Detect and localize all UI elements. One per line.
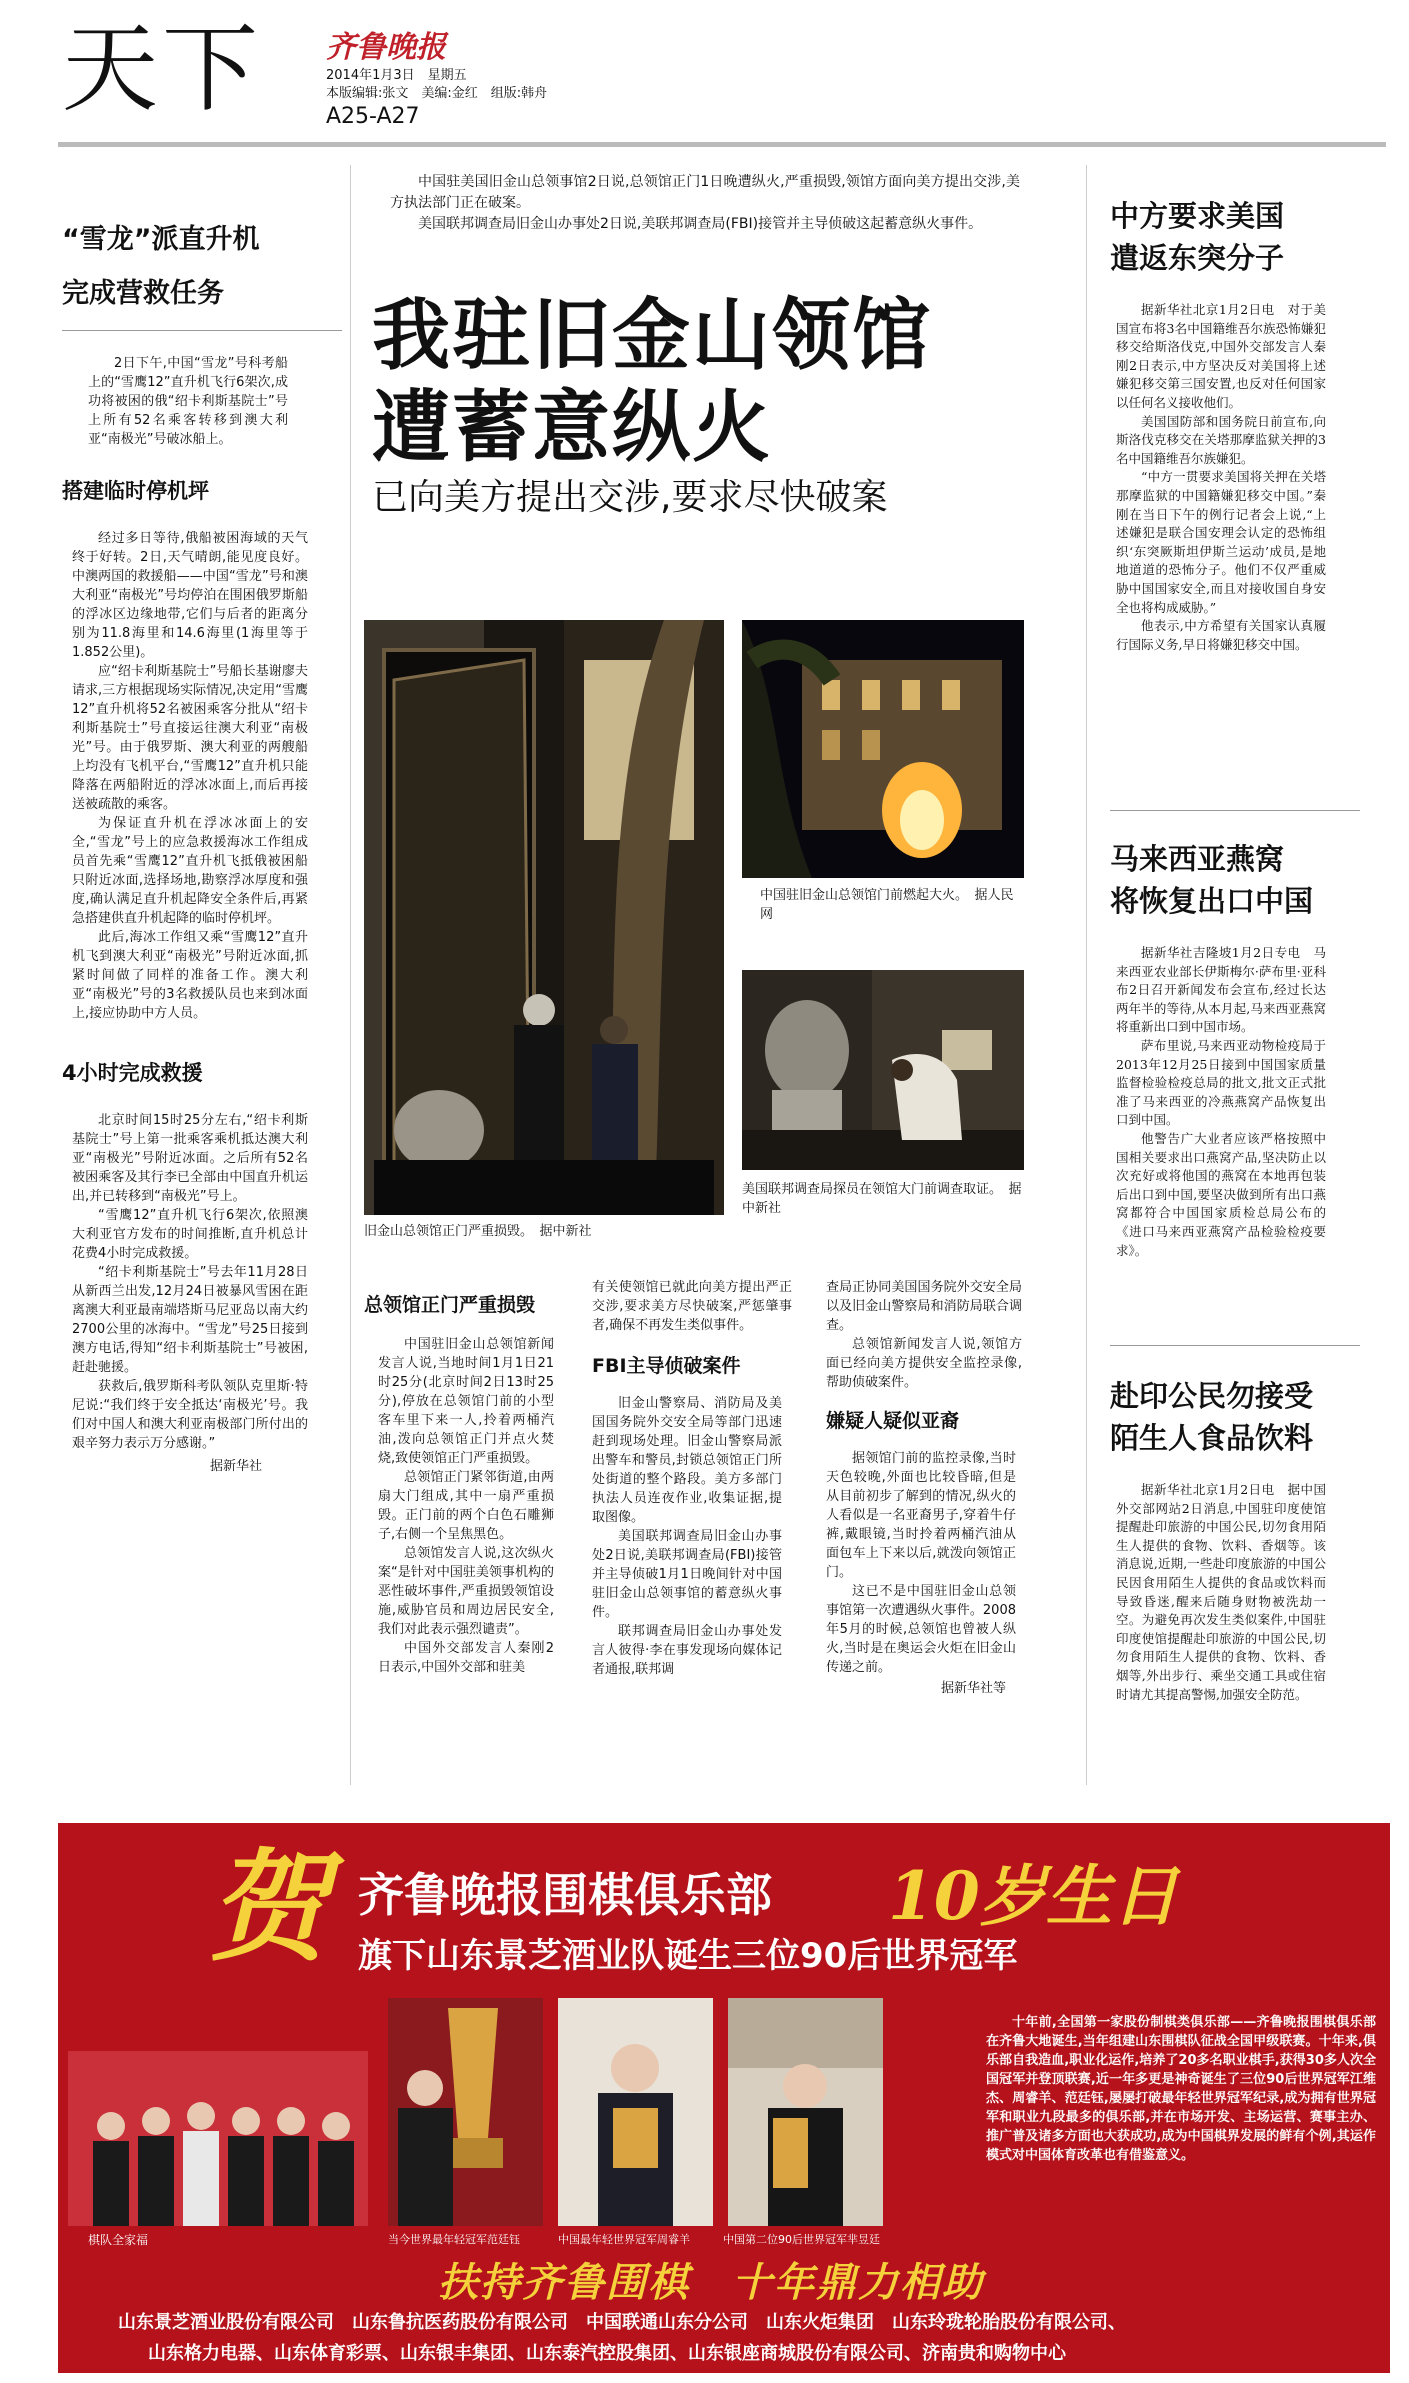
left-p2: 应“绍卡利斯基院士”号船长基谢廖夫请求,三方根据现场实际情况,决定用“雪鹰12”直升机将52名被困乘客分批从“绍卡利斯基院士”号直接运往澳大利亚“南极光”号。由于俄罗斯、澳大利亚的两艘船上均没有飞机平台,“雪鹰12”直升机只能降落在两船附近的浮冰冰面上,而后再接送被疏散的乘客。: [72, 664, 308, 812]
right1-p3: “中方一贯要求美国将关押在关塔那摩监狱的中国籍嫌犯移交中国。”秦刚在当日下午的例行记者会上说,“上述嫌犯是联合国安理会认定的恐怖组织‘东突厥斯坦伊斯兰运动’成员,是地地道道的恐怖分子。他们不仅严重威胁中国国家安全,而且对接收国自身安全也将构成威胁。”: [1116, 469, 1326, 615]
photo-investigation-svg: [742, 970, 1024, 1170]
left-col-rule: [350, 165, 351, 1785]
right1-title-2: 遣返东突分子: [1110, 241, 1285, 275]
left-intro-text: 2日下午,中国“雪龙”号科考船上的“雪鹰12”直升机飞行6架次,成功将被困的俄“绍卡利斯基院士”号上所有52名乘客转移到澳大利亚“南极光”号破冰船上。: [88, 356, 288, 447]
left-intro: [88, 354, 288, 449]
right2-title-2: 将恢复出口中国: [1110, 884, 1314, 918]
ad-title-big: 10岁生日: [888, 1857, 1178, 1935]
right2-p2: 萨布里说,马来西亚动物检疫局于2013年12月25日接到中国国家质量监督检验检疫总局的批文,批文正式批准了马来西亚的冷燕燕窝产品恢复出口到中国。: [1116, 1037, 1326, 1128]
masthead: [0, 0, 1409, 150]
headline-line2: 遭蓄意纵火: [372, 383, 773, 473]
main-col-2: [592, 1278, 792, 1679]
right-col-rule: [1086, 165, 1087, 1785]
left-p1: 经过多日等待,俄船被困海域的天气终于好转。2日,天气晴朗,能见度良好。中澳两国的救援船——中国“雪龙”号和澳大利亚“南极光”号均停泊在围困俄罗斯船的浮冰区边缘地带,它们与后者的距离分别为11.8海里和14.6海里(1海里等于1.852公里)。: [72, 531, 308, 660]
masthead-rule: [58, 142, 1386, 147]
left-p5: 北京时间15时25分左右,“绍卡利斯基院士”号上第一批乘客乘机抵达澳大利亚“南极光”号附近冰面。之后所有52名被困乘客及其行李已全部由中国直升机运出,并已转移到“南极光”号上。: [72, 1113, 308, 1204]
left-subhead-2: 4小时完成救援: [62, 1061, 203, 1085]
left-p8: 获救后,俄罗斯科考队领队克里斯·特尼说:“我们终于安全抵达‘南极光’号。我们对中国人和澳大利亚南极部门所付出的艰辛努力表示万分感谢。”: [72, 1379, 308, 1451]
right-article-1: [1110, 195, 1350, 654]
ad-paragraph: 十年前,全国第一家股份制棋类俱乐部——齐鲁晚报围棋俱乐部在齐鲁大地诞生,当年组建山东围棋队征战全国甲级联赛。十年来,俱乐部自我造血,职业化运作,培养了20多名职业棋手,获得30多人次全国冠军并登顶联赛,近一年多更是神奇诞生了三位90后世界冠军江维杰、周睿羊、范廷钰,屡屡打破最年轻世界冠军纪录,成为拥有世界冠军和职业九段最多的俱乐部,并在市场开发、主场运营、赛事主办、推广普及诸多方面也大获成功,成为中国棋界发展的鲜有个例,其运作模式对中国体育改革也有借鉴意义。: [986, 2015, 1376, 2163]
main-byline: 据新华社等: [940, 1681, 1006, 1696]
left-subhead-1: 搭建临时停机坪: [62, 479, 209, 503]
main-col1-p4: 中国外交部发言人秦刚2日表示,中国外交部和驻美: [378, 1641, 554, 1675]
champion3-svg: [728, 1998, 883, 2226]
left-p4: 此后,海冰工作组又乘“雪鹰12”直升机飞到澳大利亚“南极光”号附近冰面,抓紧时间做了同样的准备工作。澳大利亚“南极光”号的3名救援队员也来到冰面上,接应协助中方人员。: [72, 930, 308, 1021]
left-paras-2: [72, 1111, 308, 1453]
ad-sponsors-1: 山东景芝酒业股份有限公司 山东鲁抗医药股份有限公司 中国联通山东分公司 山东火炬集团 山东玲珑轮胎股份有限公司、: [118, 2312, 1126, 2333]
ad-slogan: 扶持齐鲁围棋 十年鼎力相助: [438, 2259, 984, 2306]
right3-body: [1116, 1481, 1326, 1704]
main-col1-p2: 总领馆正门紧邻街道,由两扇大门组成,其中一扇严重损毁。正门前的两个白色石雕狮子,右侧一个呈焦黑色。: [378, 1470, 554, 1542]
main-col3-head: 嫌疑人疑似亚裔: [826, 1410, 960, 1432]
subheadline: 已向美方提出交涉,要求尽快破案: [372, 477, 888, 518]
left-divider: [62, 330, 342, 331]
main-lead: [390, 172, 1020, 235]
right1-body: [1116, 301, 1326, 654]
ad-caption-4: 中国第二位90后世界冠军芈昱廷: [723, 2233, 880, 2246]
left-title-line1: “雪龙”派直升机: [62, 224, 260, 255]
issue-date: 2014年1月3日 星期五: [326, 68, 467, 83]
main-col-3: [826, 1278, 1022, 1696]
main-col2-p3: 联邦调查局旧金山办事处发言人彼得·李在事发现场向媒体记者通报,联邦调: [592, 1624, 782, 1677]
right1-p4: 他表示,中方希望有关国家认真履行国际义务,早日将嫌犯移交中国。: [1116, 618, 1326, 652]
right2-title-1: 马来西亚燕窝: [1110, 842, 1285, 876]
photo-damaged-door: [364, 620, 724, 1215]
left-p3: 为保证直升机在浮冰冰面上的安全,“雪龙”号上的应急救援海冰工作组成员首先乘“雪鹰12”直升机飞抵俄被困船只附近冰面,选择场地,勘察浮冰厚度和强度,确认满足直升机起降安全条件后,再紧急搭建供直升机起降的临时停机坪。: [72, 816, 308, 926]
editors-line: 本版编辑:张文 美编:金红 组版:韩舟: [326, 86, 548, 101]
main-col3-p2: 这已不是中国驻旧金山总领事馆第一次遭遇纵火事件。2008年5月的时候,总领馆也曾被人纵火,当时是在奥运会火炬在旧金山传递之前。: [826, 1584, 1016, 1675]
main-col1-body: [378, 1335, 554, 1677]
main-headline: [372, 290, 1032, 520]
club-anniversary-ad: [58, 1823, 1390, 2373]
right-divider-2: [1110, 1345, 1360, 1346]
photo-fire-svg: [742, 620, 1024, 878]
photo3-caption: 美国联邦调查局探员在领馆大门前调查取证。 据中新社: [742, 1182, 1022, 1216]
right3-title-1: 赴印公民勿接受: [1110, 1379, 1314, 1413]
main-col2-top-text: 有关使领馆已就此向美方提出严正交涉,要求美方尽快破案,严惩肇事者,确保不再发生类似事件。: [592, 1280, 792, 1333]
left-p6: “雪鹰12”直升机飞行6架次,依照澳大利亚官方发布的时间推断,直升机总计花费4小时完成救援。: [72, 1208, 308, 1261]
main-col1-head: 总领馆正门严重损毁: [364, 1294, 536, 1316]
right3-title-2: 陌生人食品饮料: [1110, 1421, 1314, 1455]
main-col3-top: [826, 1278, 1022, 1392]
main-lead-1: 中国驻美国旧金山总领事馆2日说,总领馆正门1日晚遭纵火,严重损毁,领馆方面向美方提出交涉,美方执法部门正在破案。: [390, 174, 1020, 211]
main-col1-p1: 中国驻旧金山总领馆新闻发言人说,当地时间1月1日21时25分(北京时间2日13时25分),停放在总领馆门前的小型客车里下来一人,拎着两桶汽油,泼向总领馆正门并点火焚烧,致使领馆正门严重损毁。: [378, 1337, 554, 1466]
section-title: 天下: [62, 13, 262, 125]
main-lead-2: 美国联邦调查局旧金山办事处2日说,美联邦调查局(FBI)接管并主导侦破这起蓄意纵火事件。: [418, 216, 983, 232]
right1-p2: 美国国防部和国务院日前宣布,向斯洛伐克移交在关塔那摩监狱关押的3名中国籍维吾尔族嫌犯。: [1116, 413, 1326, 466]
ad-he-character: 贺: [208, 1837, 328, 1978]
photo-damaged-door-svg: [364, 620, 724, 1215]
main-col3-p1: 据领馆门前的监控录像,当时天色较晚,外面也比较昏暗,但是从目前初步了解到的情况,纵火的人看似是一名亚裔男子,穿着牛仔裤,戴眼镜,当时拎着两桶汽油从面包车上下来以后,就泼向领馆正门。: [826, 1451, 1016, 1580]
left-title-line2: 完成营救任务: [62, 278, 224, 309]
right2-p3: 他警告广大业者应该严格按照中国相关要求出口燕窝产品,坚决防止以次充好或将他国的燕窝在本地再包装后出口到中国,要坚决做到所有出口燕窝都符合中国国家质检总局公布的《进口马来西亚燕窝产品检验检疫要求》。: [1116, 1130, 1326, 1258]
photo-fire: [742, 620, 1024, 878]
left-byline: 据新华社: [209, 1459, 262, 1474]
ad-team-photo: [68, 2051, 368, 2226]
right1-p1: 据新华社北京1月2日电 对于美国宣布将3名中国籍维吾尔族恐怖嫌犯移交给斯洛伐克,中国外交部发言人秦刚2日表示,中方坚决反对美国将上述嫌犯移交第三国安置,也反对任何国家以任何名义接收他们。: [1116, 302, 1326, 410]
main-col2-top: [592, 1278, 792, 1335]
left-paras-1: [72, 529, 308, 1023]
main-col3-top2-text: 总领馆新闻发言人说,领馆方面已经向美方提供安全监控录像,帮助侦破案件。: [826, 1337, 1022, 1390]
main-col-1: [364, 1290, 564, 1677]
champion2-svg: [558, 1998, 713, 2226]
photo-investigation: [742, 970, 1024, 1170]
left-article: [62, 220, 342, 1474]
ad-champion-photo-2: [558, 1998, 713, 2226]
main-col1-p3: 总领馆发言人说,这次纵火案“是针对中国驻美领事机构的恶性破坏事件,严重损毁领馆设施,威胁官员和周边居民安全,我们对此表示强烈谴责”。: [378, 1546, 554, 1637]
ad-champion-photo-1: [388, 1998, 543, 2226]
main-col3-body: [826, 1449, 1016, 1677]
right-divider-1: [1110, 810, 1360, 811]
paper-logo: 齐鲁晚报: [326, 30, 446, 65]
headline-line1: 我驻旧金山领馆: [372, 291, 933, 381]
photo1-caption: 旧金山总领馆正门严重损毁。 据中新社: [364, 1224, 592, 1239]
right3-p1: 据新华社北京1月2日电 据中国外交部网站2日消息,中国驻印度使馆提醒赴印旅游的中国公民,切勿食用陌生人提供的食物、饮料、香烟等。该消息说,近期,一些赴印度旅游的中国公民因食用陌生人提供的食品或饮料而导致昏迷,醒来后随身财物被洗劫一空。为避免再次发生类似案件,中国驻印度使馆提醒赴印旅游的中国公民,切勿食用陌生人提供的食物、饮料、香烟等,外出步行、乘坐交通工具或住宿时请尤其提高警惕,加强安全防范。: [1116, 1482, 1326, 1702]
right-article-3: [1110, 1375, 1350, 1704]
main-col2-p1: 旧金山警察局、消防局及美国国务院外交安全局等部门迅速赶到现场处理。旧金山警察局派出警车和警员,封锁总领馆正门所处街道的整个路段。美方多部门执法人员连夜作业,收集证据,提取图像。: [592, 1396, 782, 1525]
main-col2-head: FBI主导侦破案件: [592, 1355, 741, 1377]
ad-caption-2: 当今世界最年轻冠军范廷钰: [388, 2233, 520, 2246]
right-article-2: [1110, 838, 1350, 1260]
main-col2-body: [592, 1394, 782, 1679]
main-col2-p2: 美国联邦调查局旧金山办事处2日说,美联邦调查局(FBI)接管并主导侦破1月1日晚间针对中国驻旧金山总领事馆的蓄意纵火事件。: [592, 1529, 782, 1620]
right2-body: [1116, 944, 1326, 1260]
page-range: A25-A27: [326, 104, 420, 129]
ad-caption-3: 中国最年轻世界冠军周睿羊: [558, 2233, 690, 2246]
left-p7: “绍卡利斯基院士”号去年11月28日从新西兰出发,12月24日被暴风雪困在距离澳大利亚最南端塔斯马尼亚岛以南大约2700公里的冰海中。“雪龙”号25日接到澳方电话,得知“绍卡利斯基院士”号被困,赶赴驰援。: [72, 1265, 308, 1375]
main-col3-top-text: 查局正协同美国国务院外交安全局以及旧金山警察局和消防局联合调查。: [826, 1280, 1022, 1333]
team-photo-svg: [68, 2051, 368, 2226]
ad-subtitle: 旗下山东景芝酒业队诞生三位90后世界冠军: [358, 1936, 1018, 1976]
ad-caption-1: 棋队全家福: [88, 2233, 149, 2247]
right1-title-1: 中方要求美国: [1110, 199, 1285, 233]
ad-sponsors-2: 山东格力电器、山东体育彩票、山东银丰集团、山东泰汽控股集团、山东银座商城股份有限公司、济南贵和购物中心: [148, 2343, 1066, 2364]
ad-champion-photo-3: [728, 1998, 883, 2226]
right2-p1: 据新华社吉隆坡1月2日专电 马来西亚农业部长伊斯梅尔·萨布里·亚科布2日召开新闻发布会宣布,经过长达两年半的等待,从本月起,马来西亚燕窝将重新出口到中国市场。: [1116, 945, 1326, 1035]
ad-title: 齐鲁晚报围棋俱乐部: [358, 1868, 772, 1922]
photo2-caption: 中国驻旧金山总领馆门前燃起大火。 据人民网: [760, 888, 1014, 922]
champion1-svg: [388, 1998, 543, 2226]
